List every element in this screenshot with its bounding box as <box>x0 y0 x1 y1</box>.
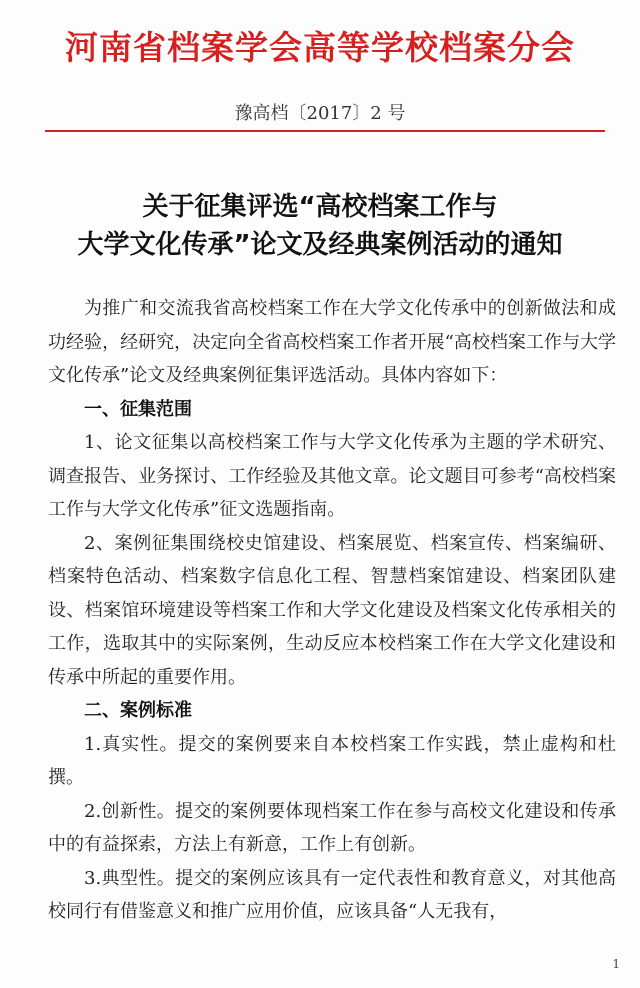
scope-item-cases: 2、案例征集围绕校史馆建设、档案展览、档案宣传、档案编研、档案特色活动、档案数字信息化工程、智慧档案馆建设、档案团队建设、档案馆环境建设等档案工作和大学文化建设及档案文化传承相关的工作，选取其中的实际案例，生动反应本校档案工作在大学文化建设和传承中所起的重要作用。 <box>48 532 616 688</box>
notice-body <box>48 292 616 929</box>
criteria-item-innovation: 2.创新性。提交的案例要体现档案工作在参与高校文化建设和传承中的有益探索，方法上有新意，工作上有创新。 <box>48 800 616 855</box>
notice-title-line-1: 关于征集评选“高校档案工作与 <box>142 192 498 222</box>
section-heading-scope: 一、征集范围 <box>84 398 192 420</box>
criteria-item-typicality: 3.典型性。提交的案例应该具有一定代表性和教育意义，对其他高校同行有借鉴意义和推广应用价值，应该具备“人无我有， <box>48 867 616 922</box>
section-heading-criteria: 二、案例标准 <box>84 700 192 721</box>
red-divider-line <box>45 130 605 132</box>
criteria-item-authenticity: 1.真实性。提交的案例要来自本校档案工作实践，禁止虚构和杜撰。 <box>48 733 616 788</box>
notice-title-line-2: 大学文化传承”论文及经典案例活动的通知 <box>77 230 563 260</box>
scope-item-papers: 1、论文征集以高校档案工作与大学文化传承为主题的学术研究、调查报告、业务探讨、工作经验及其他文章。论文题目可参考“高校档案工作与大学文化传承”征文选题指南。 <box>48 432 616 520</box>
intro-paragraph: 为推广和交流我省高校档案工作在大学文化传承中的创新做法和成功经验，经研究，决定向全省高校档案工作者开展“高校档案工作与大学文化传承”论文及经典案例征集评选活动。具体内容如下： <box>48 298 616 386</box>
issuing-organization-header: 河南省档案学会高等学校档案分会 <box>65 28 575 67</box>
document-number: 豫高档〔2017〕2 号 <box>234 103 406 124</box>
notice-title <box>0 188 640 264</box>
page-number: 1 <box>612 957 620 971</box>
